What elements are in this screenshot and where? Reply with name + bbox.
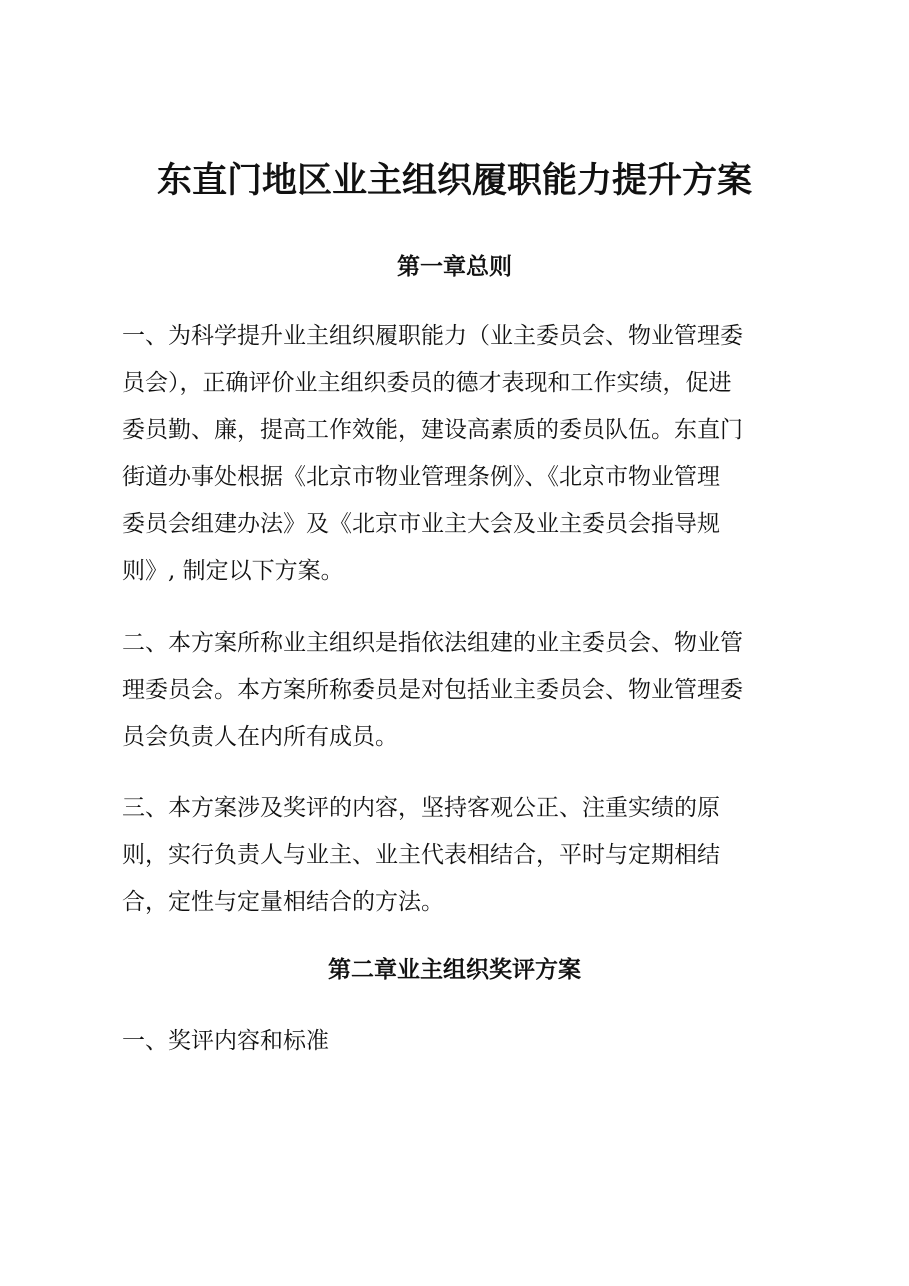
- paragraph-line: 则》, 制定以下方案。: [122, 558, 344, 584]
- paragraph-line: 委员勤、廉，提高工作效能，建设高素质的委员队伍。东直门: [122, 417, 743, 443]
- paragraph-line: 街道办事处根据《北京市物业管理条例》、《北京市物业管理: [122, 464, 720, 490]
- chapter-1-heading: 第一章总则: [397, 253, 512, 280]
- paragraph-line: 员会负责人在内所有成员。: [122, 724, 398, 750]
- paragraph-line: 理委员会。本方案所称委员是对包括业主委员会、物业管理委: [122, 677, 743, 703]
- chapter-1-paragraph-1: [122, 313, 786, 595]
- paragraph-line: 一、为科学提升业主组织履职能力（业主委员会、物业管理委: [122, 323, 743, 349]
- chapter-1-paragraph-2: [122, 620, 786, 761]
- chapter-2-paragraph-1: [122, 1018, 786, 1065]
- paragraph-line: 三、本方案涉及奖评的内容，坚持客观公正、注重实绩的原: [122, 795, 720, 821]
- paragraph-line: 合，定性与定量相结合的方法。: [122, 889, 444, 915]
- paragraph-line: 员会），正确评价业主组织委员的德才表现和工作实绩，促进: [122, 370, 732, 396]
- document-title: 东直门地区业主组织履职能力提升方案: [156, 160, 752, 201]
- paragraph-line: 则，实行负责人与业主、业主代表相结合，平时与定期相结: [122, 842, 720, 868]
- paragraph-line: 一、奖评内容和标准: [122, 1028, 329, 1054]
- chapter-1-paragraph-3: [122, 785, 786, 926]
- chapter-2-heading: 第二章业主组织奖评方案: [328, 956, 581, 983]
- paragraph-line: 委员会组建办法》及《北京市业主大会及业主委员会指导规: [122, 511, 720, 537]
- paragraph-line: 二、本方案所称业主组织是指依法组建的业主委员会、物业管: [122, 630, 743, 656]
